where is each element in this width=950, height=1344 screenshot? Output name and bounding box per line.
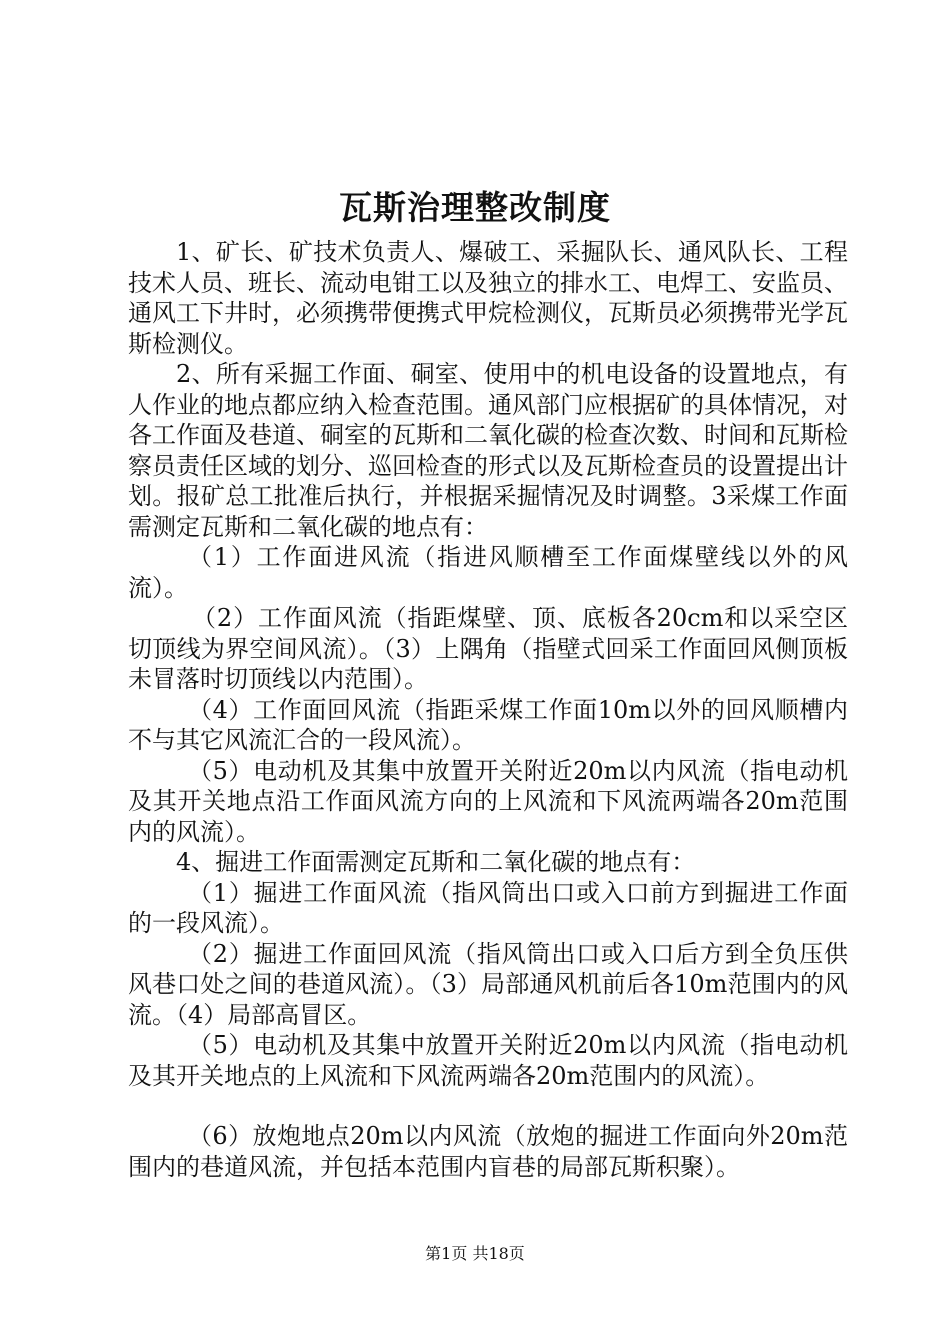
document-body (128, 237, 848, 1182)
paragraph-3-item-4: （4）工作面回风流（指距采煤工作面10m以外的回风顺槽内不与其它风流汇合的一段风流）。 (128, 695, 848, 754)
paragraph-3-item-1: （1）工作面进风流（指进风顺槽至工作面煤壁线以外的风流）。 (128, 543, 848, 602)
paragraph-spacer (128, 1091, 848, 1121)
page-footer: 第1页 共18页 (425, 1244, 525, 1263)
paragraph-3-item-2-3: （2）工作面风流（指距煤壁、顶、底板各20cm和以采空区切顶线为界空间风流）。（3）上隅角（指壁式回采工作面回风侧顶板未冒落时切顶线以内范围）。 (128, 604, 848, 693)
paragraph-1: 1、矿长、矿技术负责人、爆破工、采掘队长、通风队长、工程技术人员、班长、流动电钳工以及独立的排水工、电焊工、安监员、通风工下井时，必须携带便携式甲烷检测仪，瓦斯员必须携带光学瓦斯检测仪。 (128, 238, 848, 358)
paragraph-3-item-5: （5）电动机及其集中放置开关附近20m以内风流（指电动机及其开关地点沿工作面风流方向的上风流和下风流两端各20m范围内的风流）。 (128, 756, 848, 846)
paragraph-4-item-5: （5）电动机及其集中放置开关附近20m以内风流（指电动机及其开关地点的上风流和下风流两端各20m范围内的风流）。 (128, 1031, 848, 1090)
document-title: 瓦斯治理整改制度 (339, 188, 611, 227)
paragraph-4-item-1: （1）掘进工作面风流（指风筒出口或入口前方到掘进工作面的一段风流）。 (128, 878, 848, 937)
paragraph-4-item-6: （6）放炮地点20m以内风流（放炮的掘进工作面向外20m范围内的巷道风流，并包括本范围内盲巷的局部瓦斯积聚）。 (128, 1122, 848, 1181)
paragraph-4-item-2-4: （2）掘进工作面回风流（指风筒出口或入口后方到全负压供风巷口处之间的巷道风流）。（3）局部通风机前后各10m范围内的风流。（4）局部高冒区。 (128, 939, 848, 1029)
paragraph-2: 2、所有采掘工作面、硐室、使用中的机电设备的设置地点，有人作业的地点都应纳入检查范围。通风部门应根据矿的具体情况，对各工作面及巷道、硐室的瓦斯和二氧化碳的检查次数、时间和瓦斯检察员责任区域的划分、巡回检查的形式以及瓦斯检查员的设置提出计划。报矿总工批准后执行，并根据采掘情况及时调整。3采煤工作面需测定瓦斯和二氧化碳的地点有： (128, 360, 848, 541)
paragraph-4: 4、掘进工作面需测定瓦斯和二氧化碳的地点有： (176, 848, 696, 876)
